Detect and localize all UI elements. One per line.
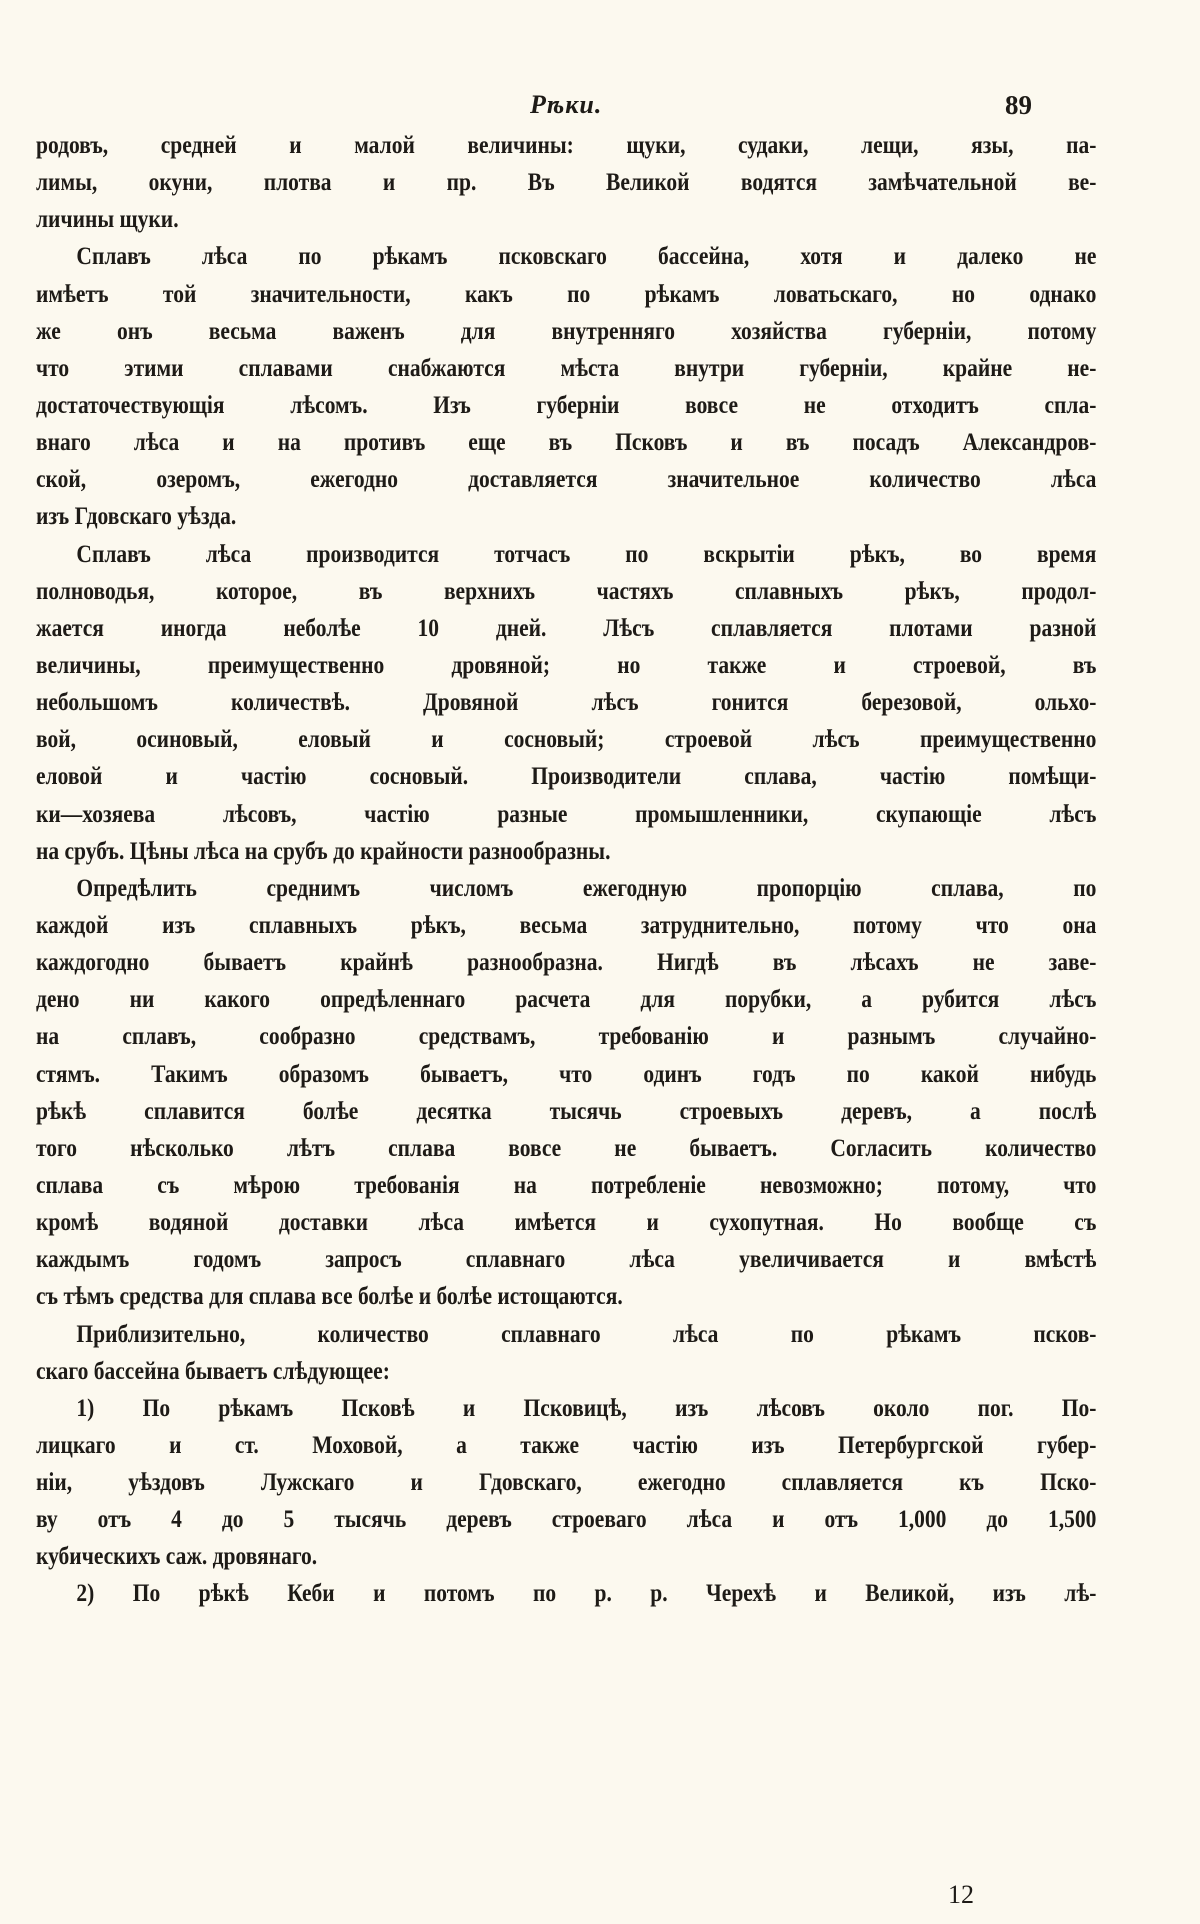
text-line: каждой изъ сплавныхъ рѣкъ, весьма затруднительно, потому что она [36,911,1097,939]
text-line: ву отъ 4 до 5 тысячь деревъ строеваго лѣса и отъ 1,000 до 1,500 [36,1506,1097,1534]
text-line: имѣетъ той значительности, какъ по рѣкамъ ловатьскаго, но однако [36,280,1097,308]
text-line: ской, озеромъ, ежегодно доставляется значительное количество лѣса [36,466,1097,494]
body-text [36,127,1096,1613]
text-line: еловой и частію сосновый. Производители сплава, частію помѣщи- [36,763,1097,791]
text-line: что этими сплавами снабжаются мѣста внутри губерніи, крайне не- [36,354,1097,382]
text-line: величины, преимущественно дровяной; но также и строевой, въ [36,651,1097,679]
text-line: ніи, уѣздовъ Лужскаго и Гдовскаго, ежегодно сплавляется къ Пско- [36,1469,1097,1497]
text-line: кромѣ водяной доставки лѣса имѣется и сухопутная. Но вообще съ [36,1209,1097,1237]
chapter-title: Рѣки. [530,90,603,119]
text-line: сплава съ мѣрою требованія на потребленіе невозможно; потому, что [36,1171,1097,1199]
text-line: личины щуки. [36,206,179,234]
text-line: кубическихъ саж. дровянаго. [36,1543,318,1571]
text-line: скаго бассейна бываетъ слѣдующее: [36,1357,390,1385]
text-line: Опредѣлить среднимъ числомъ ежегодную пропорцію сплава, по [76,874,1097,902]
printer-signature-mark: 12 [948,1880,974,1909]
text-line: полноводья, которое, въ верхнихъ частяхъ сплавныхъ рѣкъ, продол- [36,577,1097,605]
running-head [0,90,1200,126]
text-line: каждогодно бываетъ крайнѣ разнообразна. Нигдѣ въ лѣсахъ не заве- [36,949,1097,977]
text-line: дено ни какого опредѣленнаго расчета для порубки, а рубится лѣсъ [36,986,1097,1014]
page-number: 89 [1005,90,1032,120]
text-line: того нѣсколько лѣтъ сплава вовсе не бываетъ. Согласить количество [36,1134,1097,1162]
text-line: на срубъ. Цѣны лѣса на срубъ до крайности разнообразны. [36,837,611,865]
text-line: небольшомъ количествѣ. Дровяной лѣсъ гонится березовой, ольхо- [36,689,1097,717]
text-line: лицкаго и ст. Моховой, а также частію изъ Петербургской губер- [36,1431,1097,1459]
text-line: достаточествующія лѣсомъ. Изъ губерніи вовсе не отходитъ спла- [36,391,1097,419]
text-line: внаго лѣса и на противъ еще въ Псковъ и въ посадъ Александров- [36,429,1097,457]
text-line: лимы, окуни, плотва и пр. Въ Великой водятся замѣчательной ве- [36,169,1097,197]
text-line: 1) По рѣкамъ Псковѣ и Псковицѣ, изъ лѣсовъ около пог. По- [76,1394,1097,1422]
text-line: стямъ. Такимъ образомъ бываетъ, что одинъ годъ по какой нибудь [36,1060,1097,1088]
text-line: каждымъ годомъ запросъ сплавнаго лѣса увеличивается и вмѣстѣ [36,1246,1097,1274]
text-line: на сплавъ, сообразно средствамъ, требованію и разнымъ случайно- [36,1023,1097,1051]
text-line: родовъ, средней и малой величины: щуки, судаки, лещи, язы, па- [36,132,1097,159]
text-line: изъ Гдовскаго уѣзда. [36,503,237,531]
text-line: 2) По рѣкѣ Кеби и потомъ по р. р. Черехѣ и Великой, изъ лѣ- [76,1580,1097,1608]
text-line: ки—хозяева лѣсовъ, частію разные промышленники, скупающіе лѣсъ [36,800,1097,828]
text-line: съ тѣмъ средства для сплава все болѣе и болѣе истощаются. [36,1283,623,1311]
text-line: Приблизительно, количество сплавнаго лѣса по рѣкамъ псков- [76,1320,1097,1348]
text-line: жается иногда неболѣе 10 дней. Лѣсъ сплавляется плотами разной [36,614,1097,642]
text-line: Сплавъ лѣса производится тотчасъ по вскрытіи рѣкъ, во время [76,540,1097,568]
text-line: рѣкѣ сплавится болѣе десятка тысячь строевыхъ деревъ, а послѣ [36,1097,1097,1125]
text-line: вой, осиновый, еловый и сосновый; строевой лѣсъ преимущественно [36,726,1097,754]
text-line: Сплавъ лѣса по рѣкамъ псковскаго бассейна, хотя и далеко не [76,243,1097,271]
text-line: же онъ весьма важенъ для внутренняго хозяйства губерніи, потому [36,317,1097,345]
